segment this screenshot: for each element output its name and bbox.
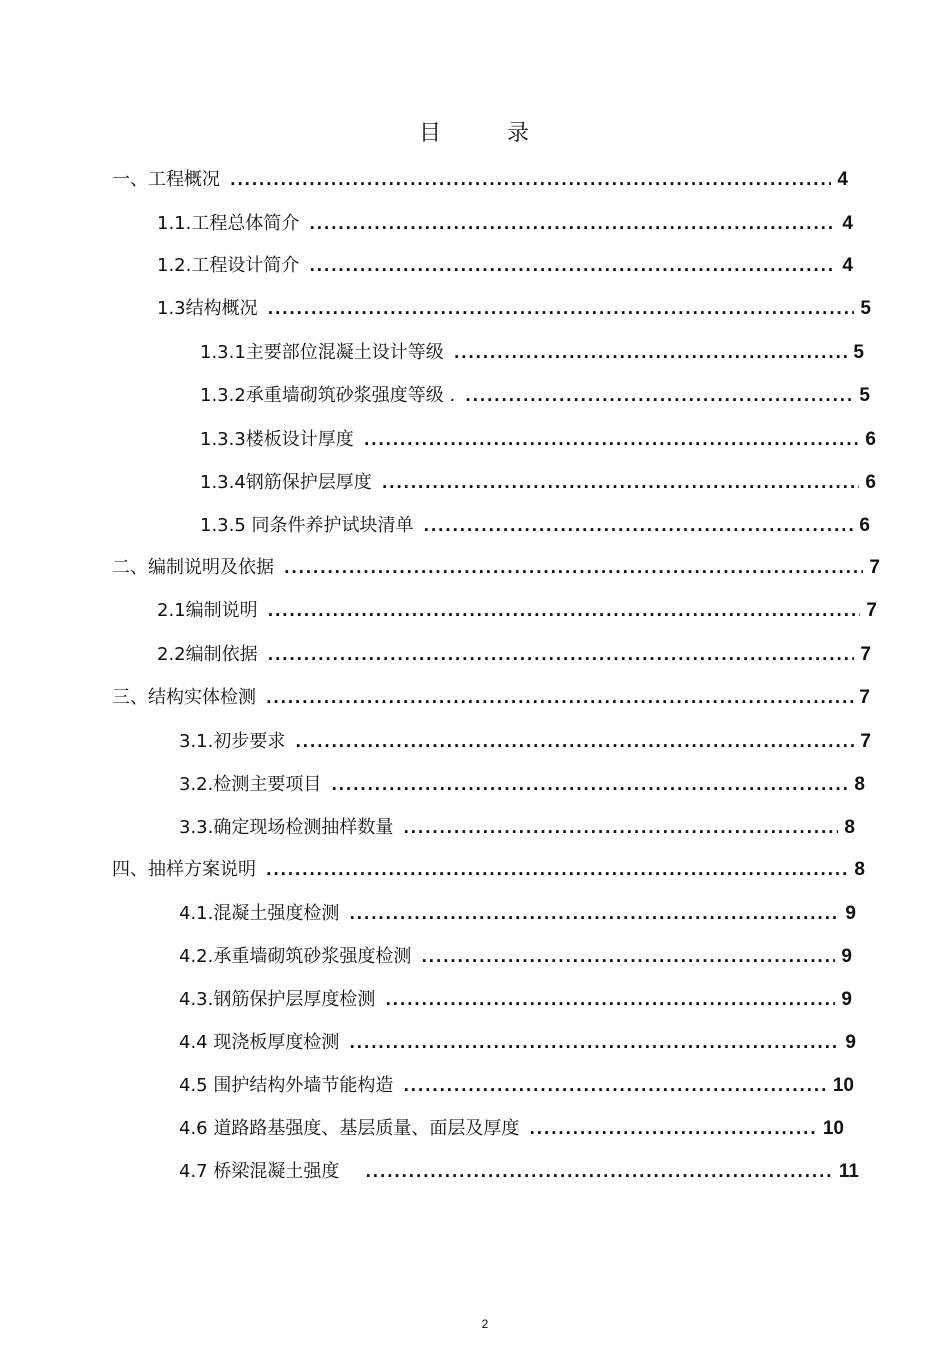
- toc-leader: [349, 1034, 839, 1052]
- toc-leader: [268, 646, 855, 664]
- toc-leader: [230, 171, 831, 189]
- toc-entry[interactable]: [157, 640, 871, 666]
- toc-leader: [364, 431, 860, 449]
- toc-entry[interactable]: [157, 209, 853, 235]
- toc-label: 4.1.混凝土强度检测: [179, 903, 340, 924]
- toc-entry[interactable]: [112, 165, 848, 191]
- toc-page: 4: [842, 255, 853, 276]
- toc-leader: [465, 387, 853, 405]
- toc-page: 9: [845, 1032, 856, 1053]
- toc-leader: [349, 905, 839, 923]
- toc-title: 目 录: [418, 121, 551, 146]
- toc-entry[interactable]: [179, 727, 871, 753]
- toc-page: 4: [842, 213, 853, 234]
- toc-page: 7: [866, 600, 877, 621]
- toc-label: 4.5 围护结构外墙节能构造: [179, 1075, 394, 1096]
- toc-label: 4.6 道路路基强度、基层质量、面层及厚度: [179, 1118, 520, 1139]
- toc-page: 10: [832, 1075, 854, 1096]
- toc-label: 1.3.1主要部位混凝土设计等级: [200, 342, 444, 363]
- toc-page: 11: [838, 1161, 859, 1182]
- toc-label: 2.1编制说明: [157, 600, 258, 621]
- toc-label: 4.3.钢筋保护层厚度检测: [179, 989, 376, 1010]
- toc-entry[interactable]: [179, 1071, 854, 1097]
- toc-leader: [382, 474, 860, 492]
- toc-leader: [309, 257, 836, 275]
- toc-label: 1.3.4钢筋保护层厚度: [200, 472, 372, 493]
- toc-entry[interactable]: [179, 770, 865, 796]
- toc-entry[interactable]: [157, 596, 877, 622]
- toc-page: 9: [845, 903, 856, 924]
- toc-entry[interactable]: [179, 985, 852, 1011]
- toc-entry[interactable]: [179, 1157, 859, 1183]
- toc-entry[interactable]: [112, 683, 870, 709]
- toc-entry[interactable]: [200, 511, 870, 537]
- toc-leader: [403, 819, 838, 837]
- toc-label: 二、编制说明及依据: [112, 557, 274, 578]
- toc-entry[interactable]: [200, 338, 864, 364]
- toc-leader: [529, 1120, 817, 1138]
- toc-entry[interactable]: [179, 1028, 856, 1054]
- toc-page: 5: [853, 342, 864, 363]
- toc-leader: [365, 1163, 833, 1181]
- toc-label: 4.4 现浇板厚度检测: [179, 1032, 340, 1053]
- toc-page: 7: [860, 731, 871, 752]
- toc-label: 1.3.2承重墙砌筑砂浆强度等级 .: [200, 385, 456, 406]
- toc-label: 3.1.初步要求: [179, 731, 286, 752]
- toc-leader: [268, 602, 861, 620]
- toc-label: 4.2.承重墙砌筑砂浆强度检测: [179, 946, 412, 967]
- toc-page: 4: [837, 169, 848, 190]
- toc-page: 10: [822, 1118, 844, 1139]
- toc-page: 6: [865, 429, 876, 450]
- toc-entry[interactable]: [179, 899, 856, 925]
- toc-label: 2.2编制依据: [157, 644, 258, 665]
- toc-page: 7: [860, 644, 871, 665]
- toc-page: 5: [859, 385, 870, 406]
- toc-page: 9: [841, 946, 852, 967]
- toc-label: 1.1.工程总体简介: [157, 213, 300, 234]
- toc-entry[interactable]: [112, 855, 865, 881]
- toc-entry[interactable]: [179, 942, 852, 968]
- toc-leader: [266, 689, 853, 707]
- toc-leader: [454, 344, 848, 362]
- toc-page: 5: [860, 298, 871, 319]
- toc-entry[interactable]: [157, 294, 871, 320]
- toc-page: 9: [841, 989, 852, 1010]
- toc-leader: [284, 559, 863, 577]
- toc-leader: [385, 991, 835, 1009]
- toc-page: 7: [869, 557, 880, 578]
- toc-label: 三、结构实体检测: [112, 687, 256, 708]
- toc-label: 四、抽样方案说明: [112, 859, 256, 880]
- toc-leader: [403, 1077, 827, 1095]
- toc-page: 8: [854, 859, 865, 880]
- toc-leader: [266, 861, 848, 879]
- toc-label: 1.2.工程设计简介: [157, 255, 300, 276]
- toc-label: 1.3.5 同条件养护试块清单: [200, 515, 414, 536]
- toc-leader: [295, 733, 854, 751]
- toc-leader: [421, 948, 835, 966]
- toc-entry[interactable]: [200, 425, 876, 451]
- toc-page: 7: [859, 687, 870, 708]
- toc-leader: [268, 300, 855, 318]
- toc-label: 3.2.检测主要项目: [179, 774, 322, 795]
- toc-leader: [424, 517, 854, 535]
- toc-label: 1.3结构概况: [157, 298, 258, 319]
- toc-leader: [309, 215, 836, 233]
- toc-page: 8: [844, 817, 855, 838]
- toc-entry[interactable]: [179, 813, 855, 839]
- toc-entry[interactable]: [157, 251, 853, 277]
- toc-entry[interactable]: [200, 381, 870, 407]
- toc-page: 6: [859, 515, 870, 536]
- toc-label: 1.3.3楼板设计厚度: [200, 429, 354, 450]
- toc-page: 8: [854, 774, 865, 795]
- toc-label: 4.7 桥梁混凝土强度: [179, 1161, 340, 1182]
- page-number: 2: [481, 1317, 489, 1331]
- toc-page: 6: [865, 472, 876, 493]
- toc-entry[interactable]: [112, 553, 880, 579]
- toc-label: 一、工程概况: [112, 169, 220, 190]
- toc-entry[interactable]: [179, 1114, 844, 1140]
- toc-entry[interactable]: [200, 468, 876, 494]
- toc-label: 3.3.确定现场检测抽样数量: [179, 817, 394, 838]
- toc-leader: [331, 776, 848, 794]
